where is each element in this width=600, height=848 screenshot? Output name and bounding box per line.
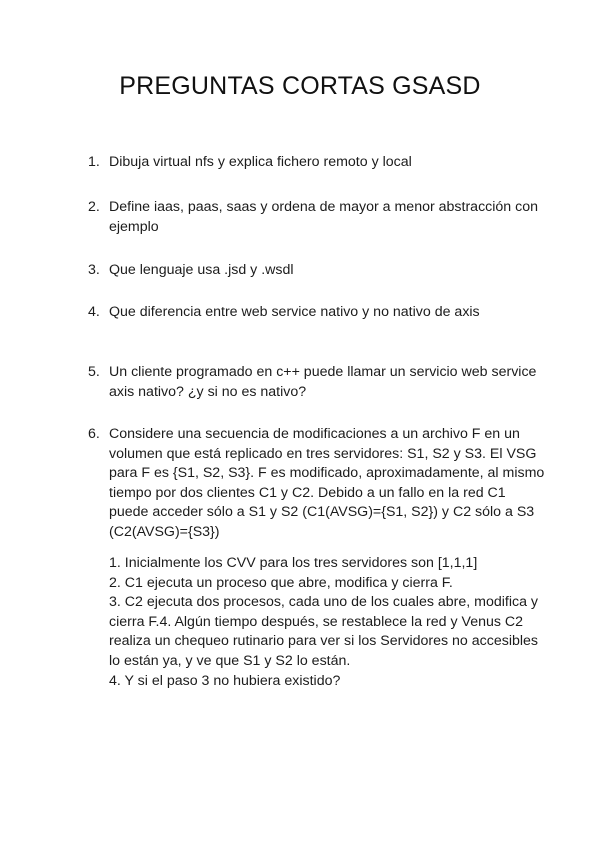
question-number: 3.: [88, 262, 100, 278]
sub-item: 3. C2 ejecuta dos procesos, cada uno de los cuales abre, modifica y cierra F.4. Algún tiempo después, se restablece la red y Venus C2 realiza un chequeo rutinario para ver si los Servidores no accesibles lo están ya, y ve que S1 y S2 lo están.: [109, 594, 539, 669]
question-number: 6.: [88, 426, 100, 442]
question-text: Define iaas, paas, saas y ordena de mayor a menor abstracción con ejemplo: [109, 199, 539, 235]
question-6: [88, 425, 548, 543]
question-number: 1.: [88, 154, 100, 170]
question-text: Que lenguaje usa .jsd y .wsdl: [109, 262, 294, 278]
question-text: Que diferencia entre web service nativo y no nativo de axis: [109, 304, 480, 320]
sub-item-list: [109, 554, 549, 691]
question-text: Dibuja virtual nfs y explica fichero remoto y local: [109, 154, 412, 170]
sub-item: 2. C1 ejecuta un proceso que abre, modifica y cierra F.: [109, 574, 453, 591]
question-3: [88, 261, 548, 281]
question-number: 4.: [88, 304, 100, 320]
question-1: [88, 153, 548, 173]
document-title: PREGUNTAS CORTAS GSASD: [119, 72, 481, 100]
question-5: [88, 363, 548, 402]
sub-item: 1. Inicialmente los CVV para los tres servidores son [1,1,1]: [109, 555, 478, 571]
question-2: [88, 198, 548, 237]
question-number: 2.: [88, 199, 100, 215]
sub-item: 4. Y si el paso 3 no hubiera existido?: [109, 672, 341, 689]
question-text: Considere una secuencia de modificaciones a un archivo F en un volumen que está replicado en tres servidores: S1, S2 y S3. El VSG para F es {S1, S2, S3}. F es modificado, aproximadamente, al mismo tiempo por dos clientes C1 y C2. Debido a un fallo en la red C1 puede acceder sólo a S1 y S2 (C1(AVSG)={S1, S2}) y C2 sólo a S3 (C2(AVSG)={S3}): [109, 426, 545, 540]
question-4: [88, 303, 548, 323]
question-text: Un cliente programado en c++ puede llamar un servicio web service axis nativo? ¿y si no es nativo?: [109, 364, 537, 400]
question-number: 5.: [88, 364, 100, 380]
